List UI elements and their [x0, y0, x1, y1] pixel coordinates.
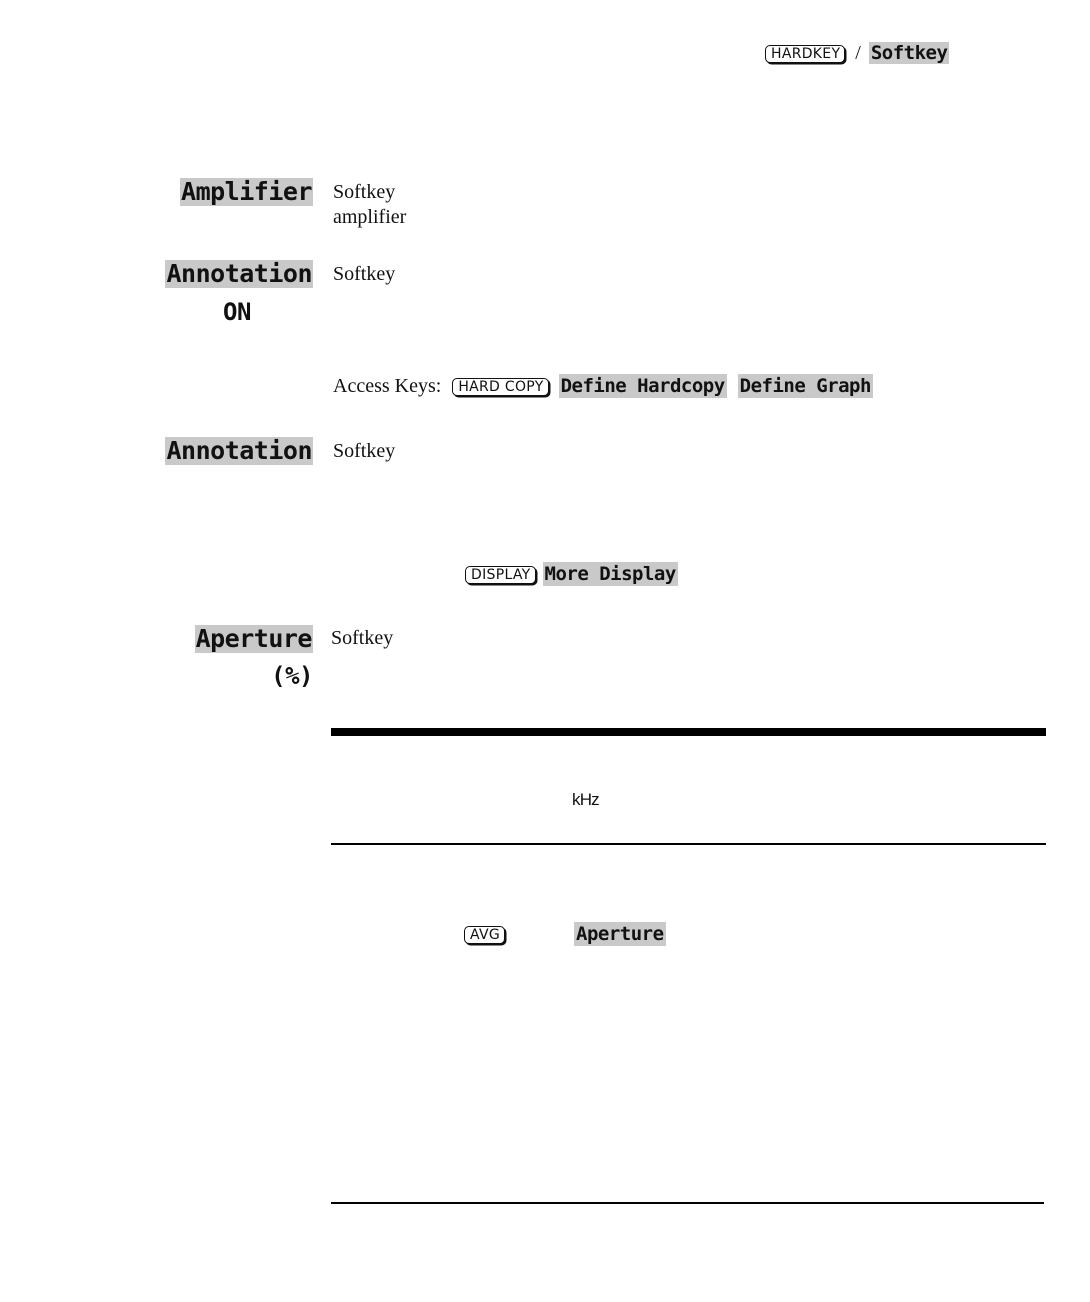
more-display-softkey[interactable]: More Display — [544, 563, 676, 585]
table-unit-khz: kHz — [572, 790, 599, 809]
entry-annotation-type: Softkey — [333, 440, 396, 462]
access-keys-row — [333, 374, 873, 398]
key-legend — [765, 42, 949, 65]
aperture-access-row — [464, 922, 666, 946]
define-hardcopy-softkey[interactable]: Define Hardcopy — [560, 375, 725, 397]
entry-aperture-sub: (%) — [271, 662, 313, 690]
entry-annotation-on-key: Annotation — [166, 259, 312, 288]
define-graph-softkey[interactable]: Define Graph — [739, 375, 871, 397]
entry-annotation-on-sub: ON — [223, 298, 251, 326]
access-keys-label: Access Keys: — [333, 375, 442, 397]
aperture-softkey[interactable]: Aperture — [576, 923, 664, 945]
softkey-legend: Softkey — [870, 42, 948, 64]
display-key[interactable]: DISPLAY — [465, 566, 536, 584]
entry-aperture-key: Aperture — [195, 624, 312, 653]
avg-key[interactable]: AVG — [464, 926, 505, 944]
entry-annotation-on-type: Softkey — [333, 263, 396, 285]
table-divider-rule — [331, 843, 1046, 845]
display-access-row — [465, 562, 678, 586]
bottom-rule — [331, 1202, 1044, 1204]
legend-separator: / — [855, 42, 861, 64]
hard-copy-key[interactable]: HARD COPY — [452, 378, 548, 396]
entry-amplifier-desc: amplifier — [333, 206, 407, 228]
entry-annotation-key: Annotation — [166, 436, 312, 465]
entry-aperture-type: Softkey — [331, 627, 394, 649]
entry-amplifier-key: Amplifier — [181, 177, 312, 206]
table-top-rule — [331, 728, 1046, 736]
hardkey-legend: HARDKEY — [765, 45, 845, 63]
entry-amplifier-type: Softkey — [333, 181, 396, 203]
